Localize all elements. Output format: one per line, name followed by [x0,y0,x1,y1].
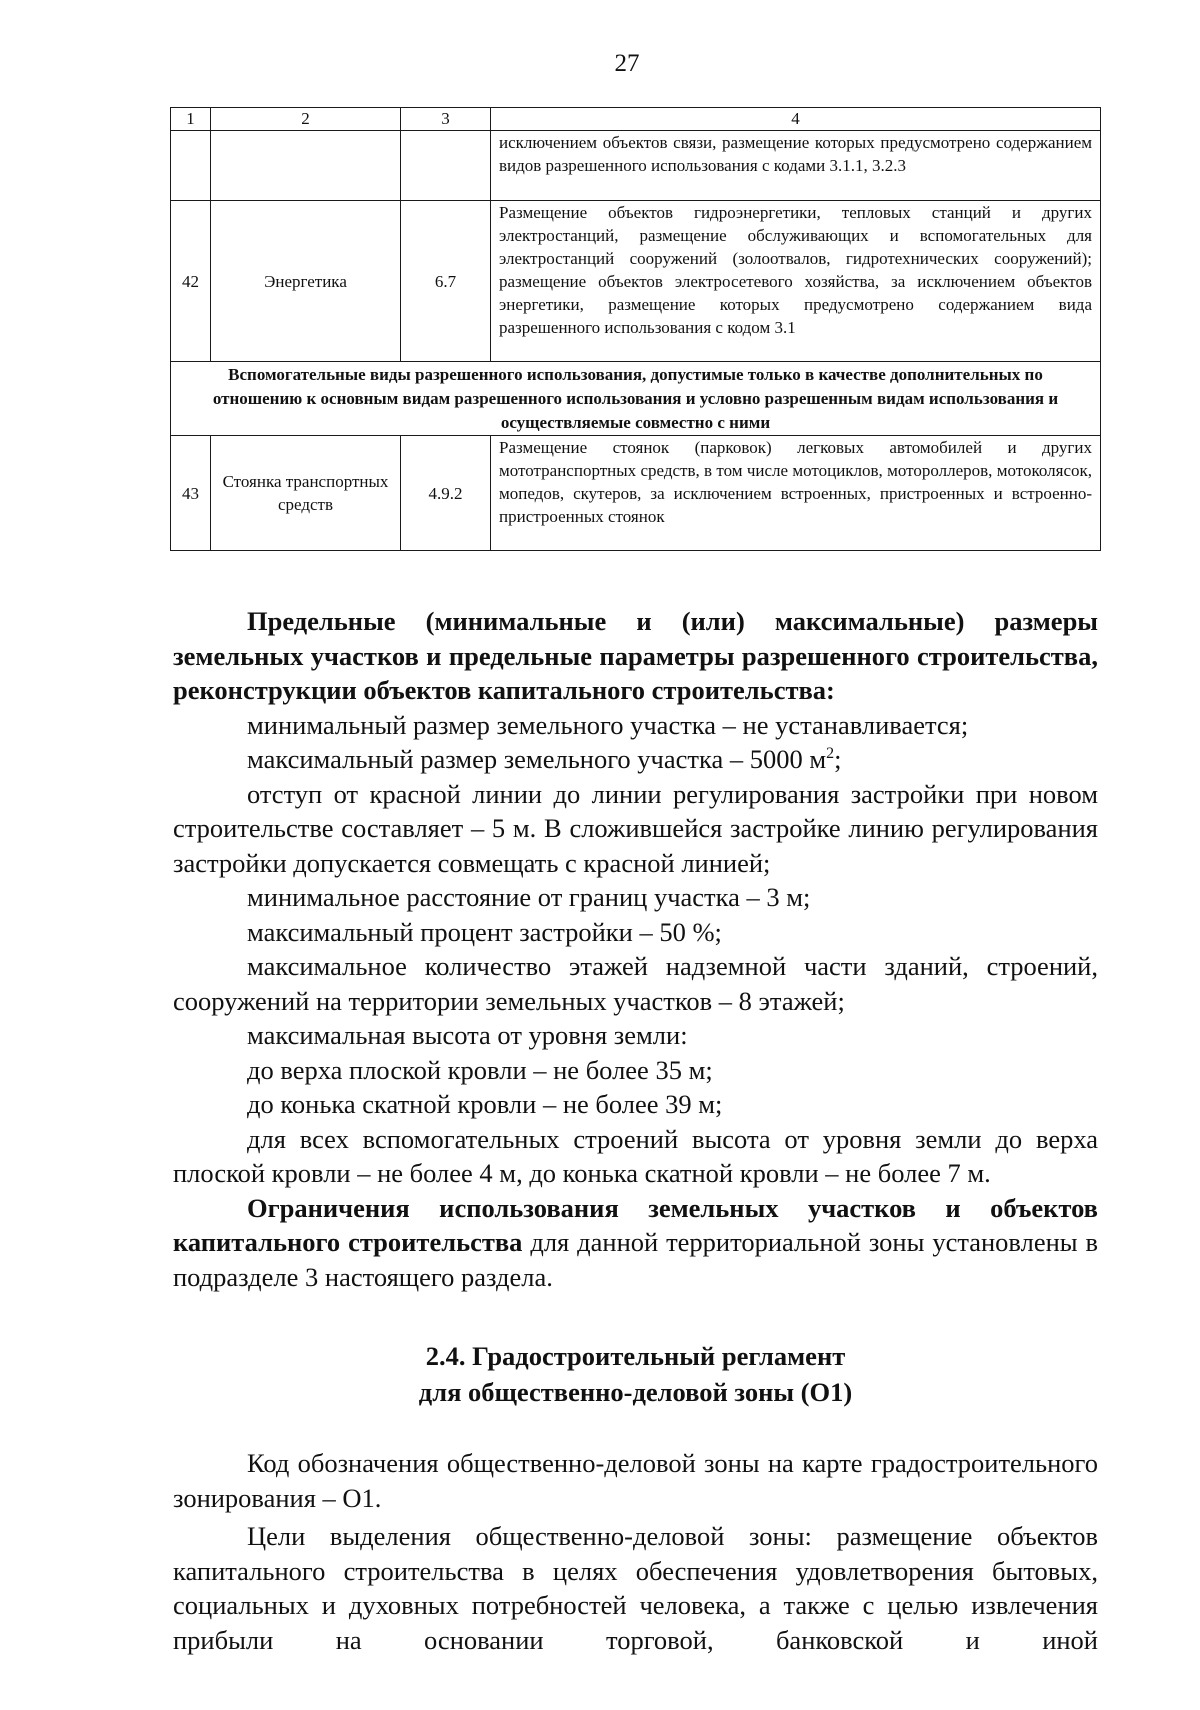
aux-buildings-paragraph: для всех вспомогательных строений высота от уровня земли до верха плоской кровли – не более 4 м, до конька скатной кровли – не более 7 м. [173,1123,1098,1188]
column-header: 4 [491,108,1101,131]
min-distance-paragraph: минимальное расстояние от границ участка – 3 м; [247,882,811,912]
row-code: 6.7 [401,201,491,362]
subheader-auxiliary-uses: Вспомогательные виды разрешенного использования, допустимые только в качестве дополнительных по отношению к основным видам разрешенного использования и условно разрешенным видам использования и осуществляемые совместно с ними [171,362,1101,436]
document-body [173,604,1098,1657]
max-floors-paragraph: максимальное количество этажей надземной части зданий, строений, сооружений на территории земельных участков – 8 этажей; [173,951,1098,1016]
min-area-paragraph: минимальный размер земельного участка – не устанавливается; [247,709,969,740]
row-description: исключением объектов связи, размещение которых предусмотрено содержанием видов разрешенного использования с кодами 3.1.1, 3.2.3 [491,131,1101,201]
row-name [211,131,401,201]
restrictions-bold: Ограничения использования земельных участков и объектов капитального строительства [173,1192,1098,1257]
row-description: Размещение стоянок (парковок) легковых автомобилей и других мототранспортных средств, в том числе мотоциклов, мотороллеров, мотоколясок, мопедов, скутеров, за исключением встроенных, пристроенных и встроенно-пристроенных стоянок [491,436,1101,551]
row-description: Размещение объектов гидроэнергетики, тепловых станций и других электростанций, размещение обслуживающих и вспомогательных для электростанций сооружений (золоотвалов, гидротехнических сооружений); размещение объектов электросетевого хозяйства, за исключением объектов энергетики, размещение которых предусмотрено содержанием вида разрешенного использования с кодом 3.1 [491,201,1101,362]
row-number: 42 [171,201,211,362]
pitched-roof-paragraph: до конька скатной кровли – не более 39 м; [247,1089,723,1119]
section-title-line1: 2.4. Градостроительный регламент [425,1341,846,1371]
column-header: 2 [211,108,401,131]
max-height-paragraph: максимальная высота от уровня земли: [247,1020,688,1050]
table-row [171,436,1101,551]
table-row [171,201,1101,362]
row-code [401,131,491,201]
max-percent-paragraph: максимальный процент застройки – 50 %; [247,916,722,947]
section-title-line2: для общественно-деловой зоны (О1) [418,1377,853,1407]
restrictions-paragraph [173,1191,1098,1295]
setback-paragraph: отступ от красной линии до линии регулирования застройки при новом строительстве составляет – 5 м. В сложившейся застройке линию регулирования застройки допускается совмещать с красной линией; [173,778,1098,878]
land-use-table [170,107,1101,551]
limits-heading: Предельные (минимальные и (или) максимальные) размеры земельных участков и предельные параметры разрешенного строительства, реконструкции объектов капитального строительства: [173,606,1098,705]
column-header: 3 [401,108,491,131]
flat-roof-paragraph: до верха плоской кровли – не более 35 м; [247,1054,713,1085]
column-header: 1 [171,108,211,131]
section-title [173,1338,1098,1410]
row-number [171,131,211,201]
table-row [171,131,1101,201]
max-area-text: максимальный размер земельного участка – 5000 м [247,744,827,774]
table-subheader-row [171,362,1101,436]
row-code: 4.9.2 [401,436,491,551]
max-area-end: ; [834,744,842,774]
zone-goals-paragraph: Цели выделения общественно-деловой зоны: размещение объектов капитального строительства в целях обеспечения удовлетворения бытовых, социальных и духовных потребностей человека, а также с целью извлечения прибыли на основании торговой, банковской и иной [173,1521,1098,1655]
table-header-row [171,108,1101,131]
max-area-paragraph [173,742,1098,777]
zone-code-paragraph: Код обозначения общественно-деловой зоны на карте градостроительного зонирования – О1. [173,1448,1098,1513]
restrictions-rest: для данной территориальной зоны установлены в подразделе 3 настоящего раздела. [173,1227,1098,1292]
page-number: 27 [614,50,640,77]
row-number: 43 [171,436,211,551]
square-superscript: 2 [826,745,835,763]
row-name: Энергетика [211,201,401,362]
row-name: Стоянка транспортных средств [211,436,401,551]
